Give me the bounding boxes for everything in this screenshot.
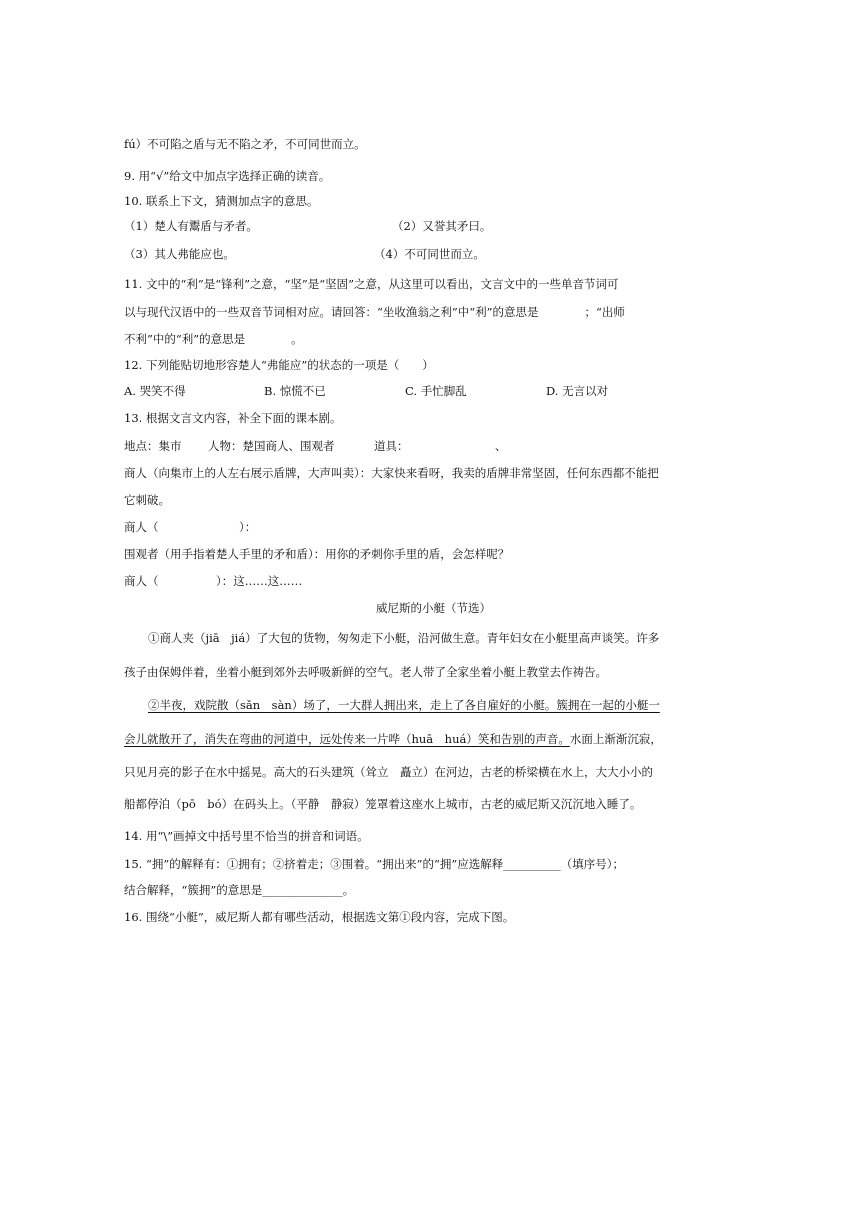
passage-title: 威尼斯的小艇（节选） [376,601,491,615]
passage-paragraph-2: ②半夜，戏院散（sǎn sàn）场了，一大群人拥出来，走上了各自雇好的小艇。簇拥在一起的小艇一 [148,698,660,712]
text-line: fú）不可陷之盾与无不陷之矛，不可同世而立。 [124,137,366,151]
play-line: 它刺破。 [124,493,170,507]
play-line: 商人（ ）： [124,520,257,534]
passage-paragraph-2: 船都停泊（pō bó）在码头上。（平静 静寂）笼罩着这座水上城市，古老的威尼斯又沉沉地入睡了。 [124,797,642,811]
question-12: 12. 下列能贴切地形容楚人“弗能应”的状态的一项是（ ） [124,358,434,372]
option-c: C. 手忙脚乱 [405,384,467,398]
underlined-text: 会儿就散开了，消失在弯曲的河道中，远处传来一片哗（huā huá）笑和告别的声音。 [124,732,570,746]
question-9: 9. 用“√”给文中加点字选择正确的读音。 [124,169,331,183]
q10-item-4: （4）不可同世而立。 [374,247,485,261]
play-line: 商人（ ）：这……这…… [124,574,303,588]
play-props-separator: 、 [495,439,507,453]
q10-item-3: （3）其人弗能应也。 [124,247,235,261]
question-16: 16. 围绕“小艇”，威尼斯人都有哪些活动，根据选文第①段内容，完成下图。 [124,910,515,924]
option-b: B. 惊慌不已 [264,384,326,398]
passage-paragraph-1: ①商人夹（jiā jiá）了大包的货物，匆匆走下小艇，沿河做生意。青年妇女在小艇里高声谈笑。许多 [148,631,660,645]
question-11: 11. 文中的“利”是“锋利”之意，“坚”是“坚固”之意，从这里可以看出，文言文中的一些单音节词可 [124,277,619,291]
question-14: 14. 用“\”画掉文中括号里不恰当的拼音和词语。 [124,829,369,843]
text-line: 结合解释，“簇拥”的意思是______________。 [124,883,355,897]
play-props: 道具： [374,439,409,453]
passage-paragraph-2 [124,731,662,747]
play-characters: 人物：楚国商人、围观者 [208,439,335,453]
question-10: 10. 联系上下文，猜测加点字的意思。 [124,194,319,208]
text-line: 不利”中的“利”的意思是 。 [124,332,303,346]
option-a: A. 哭笑不得 [124,384,186,398]
q10-item-1: （1）楚人有鬻盾与矛者。 [124,219,258,233]
play-line: 商人（向集市上的人左右展示盾牌，大声叫卖）：大家快来看呀，我卖的盾牌非常坚固，任何东西都不能把 [124,466,659,480]
passage-paragraph-1: 孩子由保姆伴着，坐着小艇到郊外去呼吸新鲜的空气。老人带了全家坐着小艇上教堂去作祷告。 [124,665,607,679]
play-line: 围观者（用手指着楚人手里的矛和盾）：用你的矛刺你手里的盾，会怎样呢？ [124,547,510,561]
question-13: 13. 根据文言文内容，补全下面的课本剧。 [124,411,342,425]
text-span: 水面上渐渐沉寂， [569,732,662,746]
option-d: D. 无言以对 [546,384,609,398]
question-15: 15. “拥”的解释有：①拥有；②挤着走；③围着。“拥出来”的“拥”应选解释__________（填序号）； [124,857,624,871]
play-location: 地点：集市 [124,439,182,453]
passage-paragraph-2: 只见月亮的影子在水中摇晃。高大的石头建筑（耸立 矗立）在河边，古老的桥梁横在水上，大大小小的 [124,765,653,779]
q10-item-2: （2）又誉其矛曰。 [392,219,492,233]
text-line: 以与现代汉语中的一些双音节词相对应。请回答：“坐收渔翁之利”中“利”的意思是 ；“出师 [124,305,625,319]
